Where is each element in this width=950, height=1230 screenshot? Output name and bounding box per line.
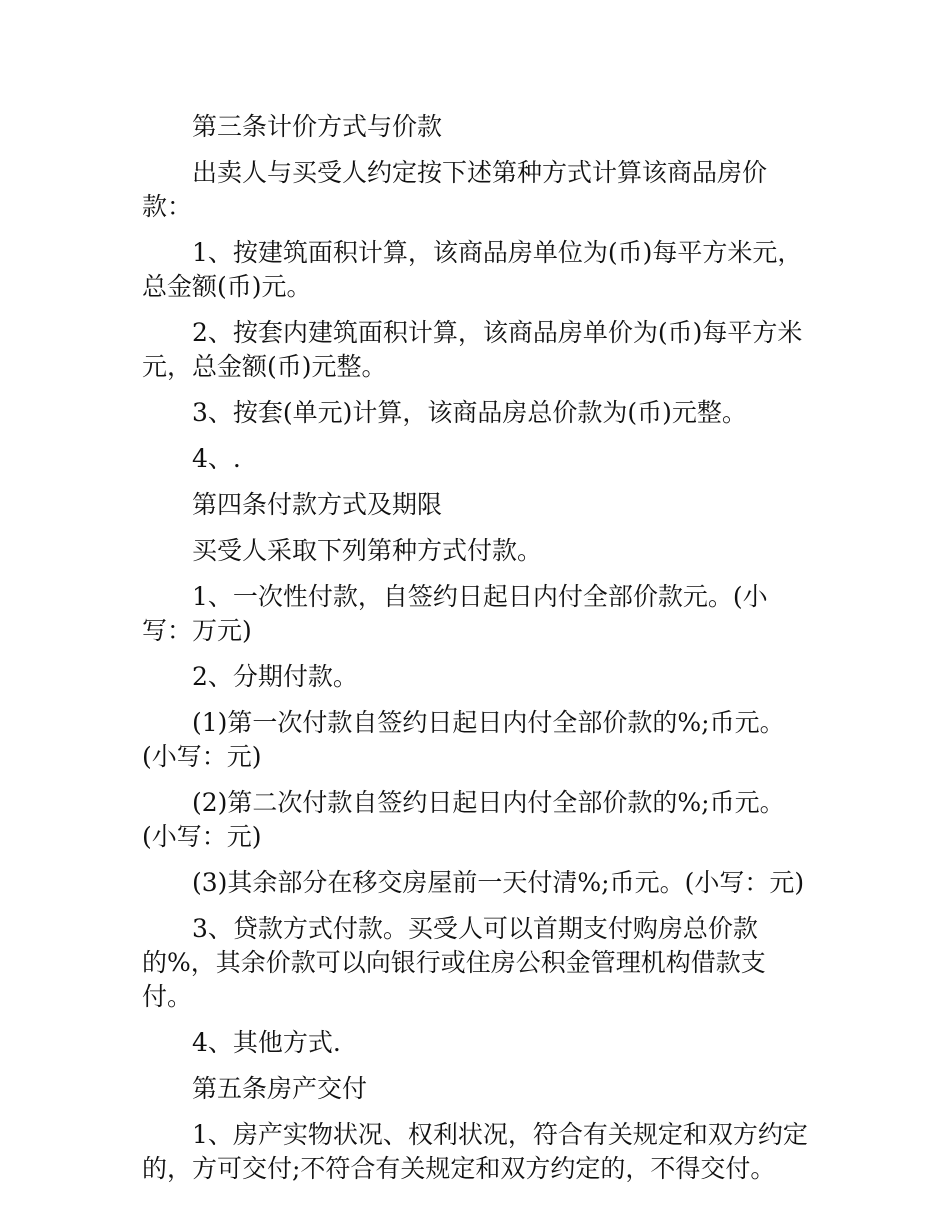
sub-item: (3)其余部分在移交房屋前一天付清%;币元。(小写：元): [192, 868, 805, 897]
list-item: 3、按套(单元)计算，该商品房总价款为(币)元整。: [192, 398, 747, 427]
paragraph: 买受人采取下列第种方式付款。: [192, 536, 543, 565]
list-item: 1、按建筑面积计算，该商品房单位为(币)每平方米元，总金额(币)元。: [142, 238, 803, 301]
list-item: 1、房产实物状况、权利状况，符合有关规定和双方约定的，方可交付;不符合有关规定和双方约定的，不得交付。: [142, 1120, 808, 1183]
paragraph: 出卖人与买受人约定按下述第种方式计算该商品房价款：: [142, 158, 768, 221]
sub-item: (1)第一次付款自签约日起日内付全部价款的%;币元。(小写：元): [142, 708, 785, 771]
article-5-heading: 第五条房产交付: [192, 1074, 368, 1103]
sub-item: (2)第二次付款自签约日起日内付全部价款的%;币元。(小写：元): [142, 788, 785, 851]
list-item: 1、一次性付款，自签约日起日内付全部价款元。(小写：万元): [142, 582, 768, 645]
list-item: 4、其他方式.: [192, 1028, 341, 1057]
list-item: 4、.: [192, 444, 241, 473]
list-item: 2、按套内建筑面积计算，该商品房单价为(币)每平方米元，总金额(币)元整。: [142, 318, 803, 381]
list-item: 2、分期付款。: [192, 662, 358, 691]
article-4-heading: 第四条付款方式及期限: [192, 490, 443, 519]
document-body: [142, 110, 810, 1198]
article-3-heading: 第三条计价方式与价款: [192, 112, 443, 141]
list-item: 3、贷款方式付款。买受人可以首期支付购房总价款的%，其余价款可以向银行或住房公积金管理机构借款支付。: [142, 914, 766, 1011]
